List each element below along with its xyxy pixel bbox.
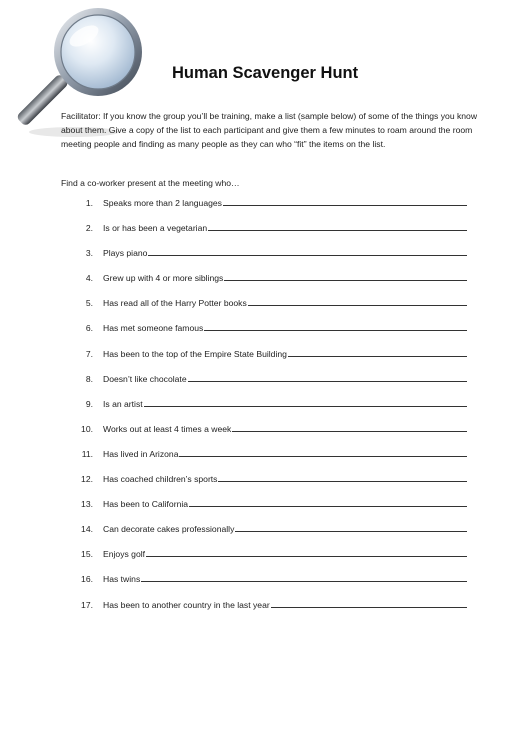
list-item [61, 473, 471, 498]
answer-line[interactable] [208, 222, 467, 231]
item-number: 2. [85, 223, 93, 234]
list-item [61, 297, 471, 322]
item-text: Has lived in Arizona [103, 448, 179, 459]
item-text: Has coached children’s sports [103, 474, 218, 485]
answer-line[interactable] [271, 599, 467, 608]
item-text: Has read all of the Harry Potter books [103, 298, 247, 309]
answer-line[interactable] [144, 398, 467, 407]
item-text: Has been to the top of the Empire State Building [103, 348, 287, 359]
item-text: Enjoys golf [103, 549, 146, 560]
item-text: Can decorate cakes professionally [103, 524, 235, 535]
list-item [61, 573, 471, 598]
scavenger-list [61, 197, 471, 624]
item-text: Has been to California [103, 499, 189, 510]
item-number: 6. [85, 323, 93, 334]
item-text: Speaks more than 2 languages [103, 198, 222, 208]
item-number: 17. [81, 599, 93, 610]
answer-line[interactable] [189, 498, 467, 507]
facilitator-instructions: Facilitator: If you know the group you’ll be training, make a list (sample below) of some of the things you know about them. Give a copy of the list to each participant and give them a few minutes to roam around the room meeting people and finding as many people as they can who “fit” the items on the list. [61, 111, 478, 149]
answer-line[interactable] [146, 548, 467, 557]
list-item [61, 247, 471, 272]
answer-line[interactable] [224, 272, 467, 281]
item-text: Is or has been a vegetarian [103, 223, 208, 234]
item-number: 7. [85, 348, 93, 359]
item-number: 9. [85, 398, 93, 409]
item-number: 11. [81, 448, 93, 459]
item-number: 4. [85, 273, 93, 284]
item-text: Has been to another country in the last year [103, 599, 270, 610]
item-number: 8. [85, 373, 93, 384]
list-item [61, 498, 471, 523]
list-item [61, 548, 471, 573]
answer-line[interactable] [188, 373, 467, 382]
list-item [61, 398, 471, 423]
item-text: Works out at least 4 times a week [103, 423, 232, 434]
item-number: 1. [85, 198, 93, 208]
answer-line[interactable] [204, 322, 467, 331]
list-item [61, 373, 471, 398]
page-title: Human Scavenger Hunt [172, 64, 359, 82]
item-text: Plays piano [103, 248, 148, 259]
list-item [61, 523, 471, 548]
answer-line[interactable] [232, 423, 467, 432]
answer-line[interactable] [179, 448, 467, 457]
item-number: 15. [81, 549, 93, 560]
list-item [61, 448, 471, 473]
answer-line[interactable] [141, 573, 467, 582]
list-item [61, 197, 471, 222]
answer-line[interactable] [218, 473, 467, 482]
answer-line[interactable] [148, 247, 467, 256]
item-text: Doesn’t like chocolate [103, 373, 187, 384]
answer-line[interactable] [288, 348, 467, 357]
list-item [61, 272, 471, 297]
item-text: Is an artist [103, 398, 143, 409]
item-number: 3. [85, 248, 93, 259]
answer-line[interactable] [235, 523, 467, 532]
list-item [61, 322, 471, 347]
list-item [61, 222, 471, 247]
list-item [61, 423, 471, 448]
answer-line[interactable] [248, 297, 467, 306]
item-text: Has twins [103, 574, 141, 585]
item-number: 10. [81, 423, 93, 434]
item-text: Has met someone famous [103, 323, 204, 334]
answer-line[interactable] [223, 197, 467, 206]
list-item [61, 348, 471, 373]
item-number: 12. [81, 474, 93, 485]
list-prompt: Find a co-worker present at the meeting who… [61, 178, 240, 188]
item-number: 16. [81, 574, 93, 585]
item-number: 13. [81, 499, 93, 510]
list-item [61, 599, 471, 624]
item-text: Grew up with 4 or more siblings [103, 273, 224, 284]
item-number: 5. [85, 298, 93, 309]
item-number: 14. [81, 524, 93, 535]
